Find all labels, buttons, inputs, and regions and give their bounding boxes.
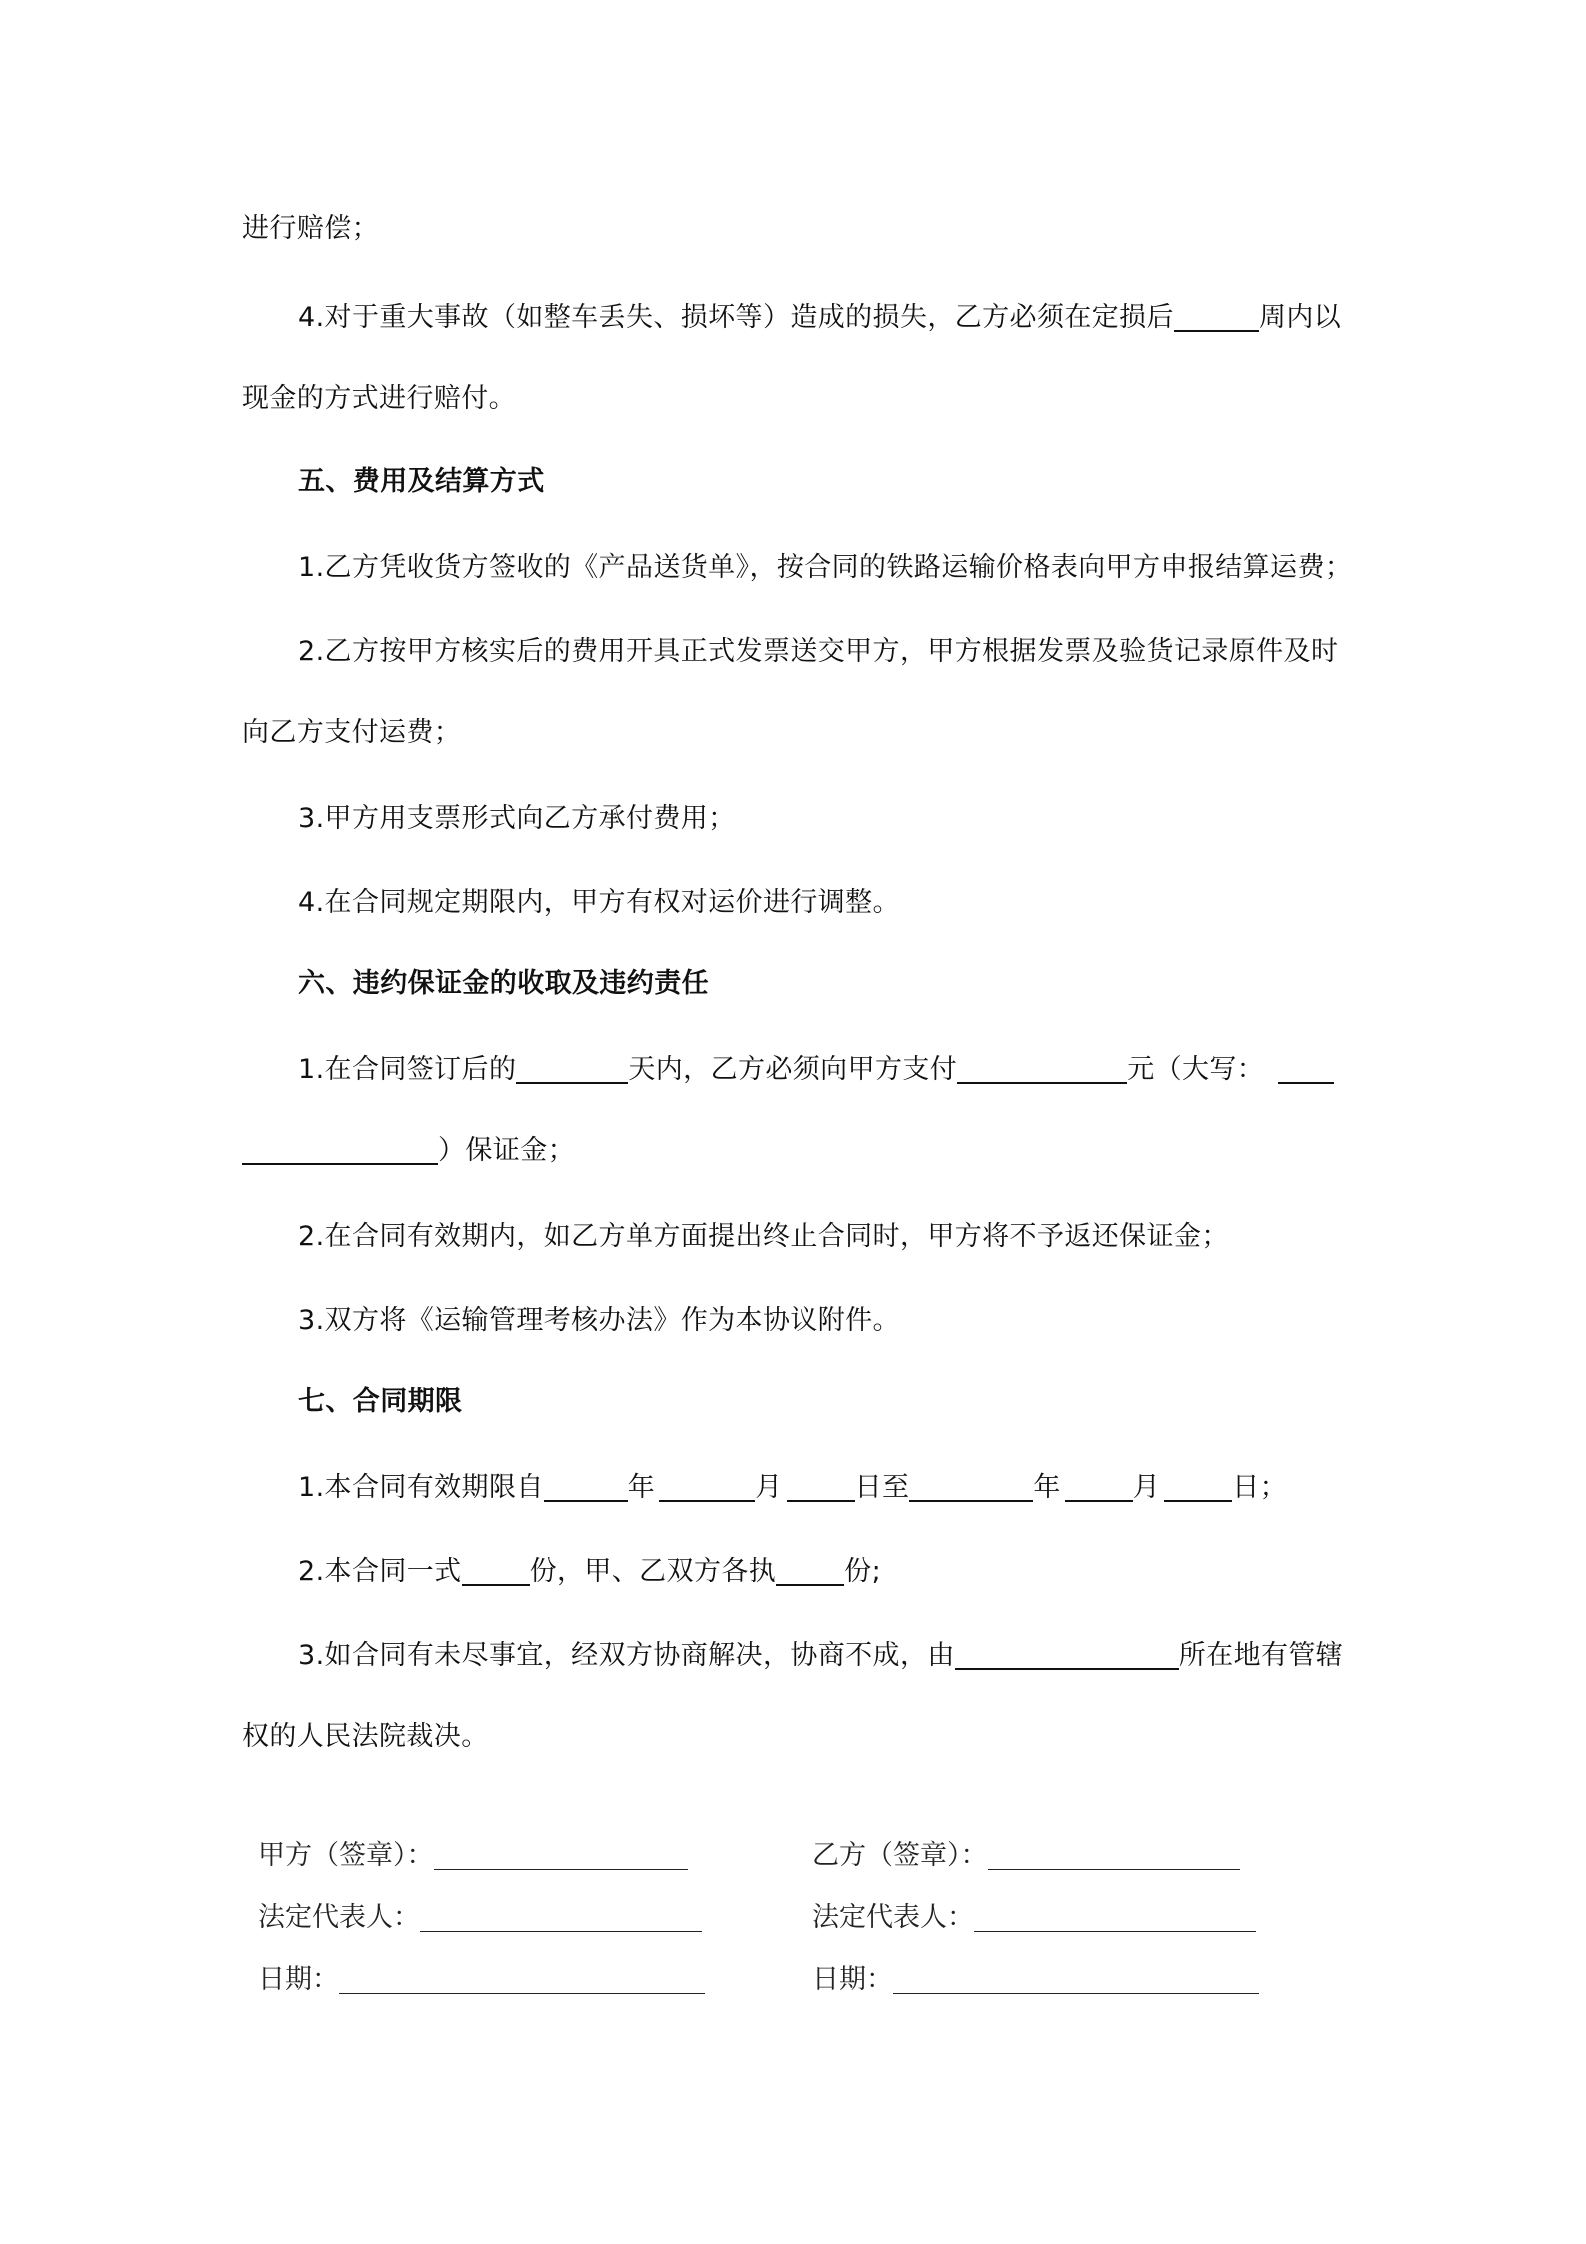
end-day-blank[interactable] bbox=[1164, 1470, 1232, 1502]
paragraph-deposit-2 bbox=[298, 1215, 1362, 1259]
text: 月 bbox=[755, 1472, 783, 1503]
text: 1.本合同有效期限自 bbox=[298, 1472, 544, 1503]
copies-blank[interactable] bbox=[462, 1554, 530, 1586]
party-b-date-label: 日期： bbox=[812, 1964, 893, 1995]
text: ）保证金； bbox=[438, 1135, 575, 1166]
party-a-representative-field[interactable] bbox=[420, 1901, 702, 1932]
paragraph-deposit-1 bbox=[298, 1048, 1362, 1092]
paragraph-major-accident bbox=[298, 296, 1362, 340]
text: 日； bbox=[1232, 1472, 1288, 1503]
party-b-date-row bbox=[812, 1958, 1259, 2002]
paragraph-fee-4 bbox=[298, 881, 1362, 925]
text: 4.在合同规定期限内，甲方有权对运价进行调整。 bbox=[298, 887, 900, 918]
text: 年 bbox=[1033, 1472, 1061, 1503]
text: 进行赔偿； bbox=[242, 213, 379, 244]
end-month-blank[interactable] bbox=[1065, 1470, 1133, 1502]
party-a-date-field[interactable] bbox=[339, 1963, 705, 1994]
heading-text: 六、违约保证金的收取及违约责任 bbox=[298, 968, 709, 999]
party-a-date-row bbox=[258, 1958, 705, 2002]
paragraph-deposit-1-cont bbox=[242, 1129, 1362, 1173]
text: 3.甲方用支票形式向乙方承付费用； bbox=[298, 803, 736, 834]
paragraph-term-2 bbox=[298, 1550, 1362, 1594]
party-a-label: 甲方（签章）： bbox=[258, 1840, 434, 1871]
end-year-blank[interactable] bbox=[909, 1470, 1033, 1502]
paragraph-fee-2-cont bbox=[242, 711, 1362, 755]
party-b-representative-field[interactable] bbox=[974, 1901, 1256, 1932]
paragraph-fee-2 bbox=[298, 630, 1362, 674]
paragraph-term-3 bbox=[298, 1634, 1362, 1678]
party-b-representative-label: 法定代表人： bbox=[812, 1902, 974, 1933]
text: 年 bbox=[627, 1472, 656, 1503]
text: 1.乙方凭收货方签收的《产品送货单》，按合同的铁路运输价格表向甲方申报结算运费； bbox=[298, 552, 1353, 583]
heading-text: 五、费用及结算方式 bbox=[298, 466, 545, 497]
party-a-date-label: 日期： bbox=[258, 1964, 339, 1995]
party-a-signature-field[interactable] bbox=[434, 1839, 688, 1870]
amount-blank[interactable] bbox=[957, 1052, 1127, 1084]
start-year-blank[interactable] bbox=[544, 1470, 628, 1502]
party-b-representative-row bbox=[812, 1896, 1256, 1940]
text: 3.如合同有未尽事宜，经双方协商解决，协商不成，由 bbox=[298, 1640, 955, 1671]
paragraph-term-1 bbox=[298, 1466, 1362, 1510]
text: 份，甲、乙双方各执 bbox=[529, 1556, 777, 1587]
copies-each-blank[interactable] bbox=[776, 1554, 844, 1586]
text: 现金的方式进行赔付。 bbox=[242, 383, 516, 414]
text: 3.双方将《运输管理考核办法》作为本协议附件。 bbox=[298, 1305, 900, 1336]
amount-words-blank-cont[interactable] bbox=[242, 1133, 438, 1165]
party-b-signature-field[interactable] bbox=[988, 1839, 1240, 1870]
text: 2.在合同有效期内，如乙方单方面提出终止合同时，甲方将不予返还保证金； bbox=[298, 1221, 1229, 1252]
text: 天内，乙方必须向甲方支付 bbox=[628, 1054, 958, 1085]
text: 份; bbox=[844, 1556, 882, 1587]
text: 向乙方支付运费； bbox=[242, 717, 462, 748]
paragraph-term-3-cont bbox=[242, 1715, 1362, 1759]
heading-text: 七、合同期限 bbox=[298, 1386, 463, 1417]
paragraph-fee-1 bbox=[298, 546, 1362, 590]
section-heading-fees bbox=[298, 460, 1362, 504]
court-location-blank[interactable] bbox=[955, 1638, 1179, 1670]
text: 1.在合同签订后的 bbox=[298, 1054, 517, 1085]
days-blank[interactable] bbox=[516, 1052, 628, 1084]
text: 元（大写： bbox=[1127, 1054, 1265, 1085]
party-b-signature-row bbox=[812, 1834, 1240, 1878]
section-heading-deposit bbox=[298, 962, 1362, 1006]
paragraph-fee-3 bbox=[298, 797, 1362, 841]
weeks-blank[interactable] bbox=[1174, 300, 1259, 332]
party-b-label: 乙方（签章）： bbox=[812, 1840, 988, 1871]
text: 周内以 bbox=[1258, 302, 1342, 333]
party-a-signature-row bbox=[258, 1834, 688, 1878]
text: 月 bbox=[1132, 1472, 1161, 1503]
paragraph-major-accident-cont bbox=[242, 377, 1362, 421]
section-heading-term bbox=[298, 1380, 1362, 1424]
text: 权的人民法院裁决。 bbox=[242, 1721, 489, 1752]
amount-words-blank[interactable] bbox=[1278, 1052, 1334, 1084]
party-a-representative-label: 法定代表人： bbox=[258, 1902, 420, 1933]
start-month-blank[interactable] bbox=[659, 1470, 755, 1502]
text: 所在地有管辖 bbox=[1178, 1640, 1344, 1671]
text: 日至 bbox=[854, 1472, 910, 1503]
text: 2.本合同一式 bbox=[298, 1556, 462, 1587]
paragraph-compensation-end bbox=[242, 207, 1362, 251]
text: 4.对于重大事故（如整车丢失、损坏等）造成的损失，乙方必须在定损后 bbox=[298, 302, 1174, 333]
party-b-date-field[interactable] bbox=[893, 1963, 1259, 1994]
paragraph-deposit-3 bbox=[298, 1299, 1362, 1343]
start-day-blank[interactable] bbox=[787, 1470, 855, 1502]
party-a-representative-row bbox=[258, 1896, 702, 1940]
text: 2.乙方按甲方核实后的费用开具正式发票送交甲方，甲方根据发票及验货记录原件及时 bbox=[298, 636, 1339, 667]
